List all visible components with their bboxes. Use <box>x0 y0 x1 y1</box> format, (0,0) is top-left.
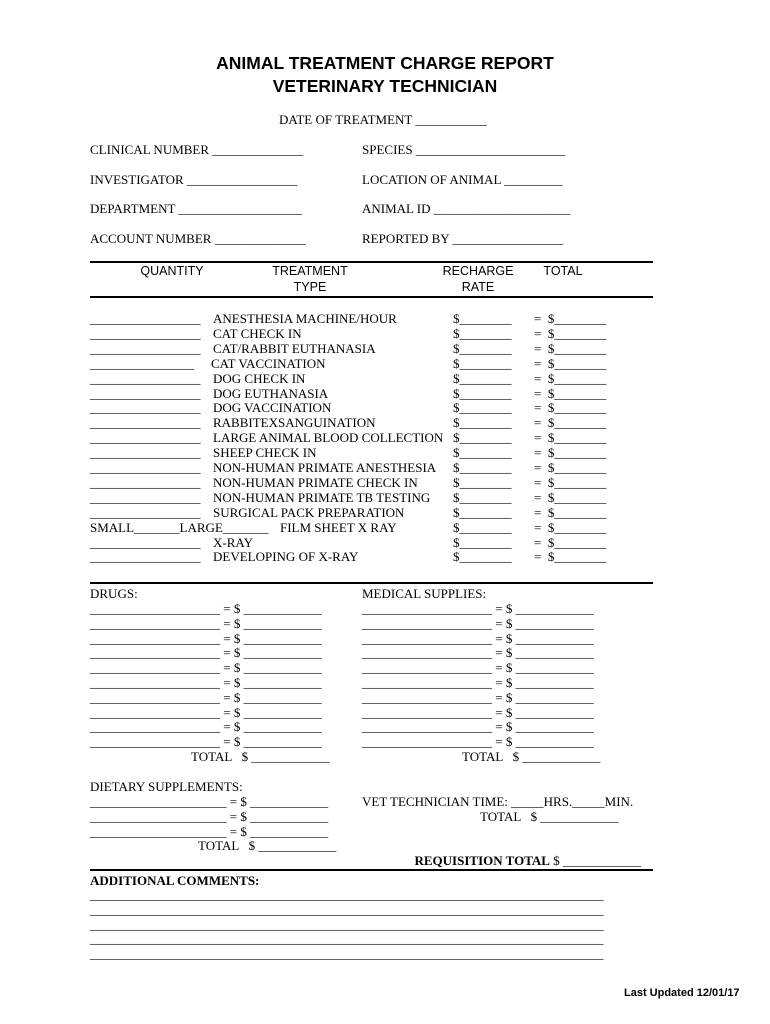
treatment-total-field[interactable]: = $________ <box>534 355 607 371</box>
treatment-type-header-line2: TYPE <box>293 280 327 294</box>
investigator-field[interactable]: INVESTIGATOR _________________ <box>90 172 298 187</box>
dietary-supplement-line-entry[interactable]: _____________________ = $ ____________ <box>90 808 329 824</box>
treatment-rate-field[interactable]: $________ <box>453 504 512 520</box>
drugs-label: DRUGS: <box>90 586 138 601</box>
dietary-supplements-label: DIETARY SUPPLEMENTS: <box>90 779 243 794</box>
treatment-total-field[interactable]: = $________ <box>534 460 607 475</box>
drug-line-entry[interactable]: ____________________ = $ ____________ <box>90 645 322 661</box>
medical-supply-line-entry[interactable]: ____________________ = $ ____________ <box>362 734 594 750</box>
reported-by-field[interactable]: REPORTED BY _________________ <box>362 231 563 246</box>
treatment-type-label: DOG EUTHANASIA <box>213 385 329 401</box>
medical-supply-line-entry[interactable]: ____________________ = $ ____________ <box>362 615 594 631</box>
last-updated-footer: Last Updated 12/01/17 <box>624 987 740 999</box>
treatment-total-field[interactable]: = $________ <box>534 311 607 326</box>
drug-line-entry[interactable]: ____________________ = $ ____________ <box>90 615 322 631</box>
clinical-number-field[interactable]: CLINICAL NUMBER ______________ <box>90 142 304 157</box>
medical-supplies-total[interactable]: TOTAL $ ____________ <box>462 749 601 764</box>
medical-supply-line-entry[interactable]: ____________________ = $ ____________ <box>362 601 594 616</box>
treatment-quantity-field[interactable]: _________________ <box>90 325 201 341</box>
treatment-type-label: NON-HUMAN PRIMATE CHECK IN <box>213 474 418 490</box>
treatment-type-label: X-RAY <box>213 534 253 550</box>
medical-supply-line-entry[interactable]: ____________________ = $ ____________ <box>362 645 594 661</box>
treatment-total-field[interactable]: = $________ <box>534 370 607 386</box>
drug-line-entry[interactable]: ____________________ = $ ____________ <box>90 719 322 735</box>
treatment-quantity-field[interactable]: _________________ <box>90 385 201 401</box>
medical-supply-line-entry[interactable]: ____________________ = $ ____________ <box>362 704 594 720</box>
recharge-rate-header-line2: RATE <box>461 280 495 294</box>
requisition-total[interactable] <box>408 838 641 868</box>
treatment-quantity-field[interactable]: ________________ <box>90 355 194 371</box>
additional-comments-label: ADDITIONAL COMMENTS: <box>90 873 260 888</box>
medical-supply-line-entry[interactable]: ____________________ = $ ____________ <box>362 689 594 705</box>
treatment-type-label: CAT CHECK IN <box>213 325 302 341</box>
comment-line[interactable]: _______________________________________________________________________________ <box>90 916 604 932</box>
drug-line-entry[interactable]: ____________________ = $ ____________ <box>90 630 322 646</box>
report-subtitle: VETERINARY TECHNICIAN <box>272 76 498 96</box>
quantity-header: QUANTITY <box>140 264 204 278</box>
treatment-quantity-field[interactable]: _________________ <box>90 534 201 550</box>
treatment-rate-field[interactable]: $________ <box>453 489 512 505</box>
treatment-quantity-field[interactable]: _________________ <box>90 474 201 490</box>
treatment-rate-field[interactable]: $________ <box>453 311 512 326</box>
comment-line[interactable]: _______________________________________________________________________________ <box>90 931 604 947</box>
comment-line[interactable]: _______________________________________________________________________________ <box>90 887 604 902</box>
treatment-rate-field[interactable]: $________ <box>453 519 512 535</box>
treatment-type-label: ANESTHESIA MACHINE/HOUR <box>213 311 397 326</box>
animal-id-field[interactable]: ANIMAL ID _____________________ <box>362 201 571 216</box>
treatment-type-label: NON-HUMAN PRIMATE TB TESTING <box>213 489 431 505</box>
treatment-quantity-field[interactable]: _________________ <box>90 430 201 446</box>
treatment-rate-field[interactable]: $________ <box>453 460 512 475</box>
treatment-rate-field[interactable]: $________ <box>453 385 512 401</box>
treatment-quantity-field[interactable]: _________________ <box>90 370 201 386</box>
treatment-type-label: RABBITEXSANGUINATION <box>213 415 376 431</box>
comment-line[interactable]: _______________________________________________________________________________ <box>90 946 604 962</box>
medical-supply-line-entry[interactable]: ____________________ = $ ____________ <box>362 719 594 735</box>
report-title: ANIMAL TREATMENT CHARGE REPORT <box>216 53 554 73</box>
treatment-total-field[interactable]: = $________ <box>534 385 607 401</box>
treatment-type-label: SURGICAL PACK PREPARATION <box>213 504 405 520</box>
treatment-quantity-field[interactable]: _________________ <box>90 460 201 475</box>
treatment-rate-field[interactable]: $________ <box>453 415 512 431</box>
treatment-quantity-field[interactable]: _________________ <box>90 400 201 416</box>
account-number-field[interactable]: ACCOUNT NUMBER ______________ <box>90 231 306 246</box>
drug-line-entry[interactable]: ____________________ = $ ____________ <box>90 704 322 720</box>
treatment-quantity-field[interactable]: _________________ <box>90 340 201 356</box>
treatment-total-field[interactable]: = $________ <box>534 400 607 416</box>
treatment-total-field[interactable]: = $________ <box>534 519 607 535</box>
treatment-type-header-line1: TREATMENT <box>272 264 348 278</box>
treatment-quantity-field[interactable]: _________________ <box>90 445 201 461</box>
treatment-quantity-field[interactable]: _________________ <box>90 311 201 326</box>
treatment-rate-field[interactable]: $________ <box>453 355 512 371</box>
treatment-total-field[interactable]: = $________ <box>534 325 607 341</box>
dietary-supplements-total[interactable]: TOTAL $ ____________ <box>198 838 337 853</box>
dietary-supplement-line-entry[interactable]: _____________________ = $ ____________ <box>90 794 329 809</box>
treatment-quantity-field[interactable]: _________________ <box>90 549 201 565</box>
treatment-type-label: CAT VACCINATION <box>211 355 326 371</box>
drugs-total[interactable]: TOTAL $ ____________ <box>191 749 330 764</box>
medical-supply-line-entry[interactable]: ____________________ = $ ____________ <box>362 630 594 646</box>
treatment-bottom-rule <box>90 582 653 584</box>
treatment-rate-field[interactable]: $________ <box>453 549 512 565</box>
medical-supplies-label: MEDICAL SUPPLIES: <box>362 586 487 601</box>
location-of-animal-field[interactable]: LOCATION OF ANIMAL _________ <box>362 172 563 187</box>
treatment-type-label: DOG VACCINATION <box>213 400 332 416</box>
drug-line-entry[interactable]: ____________________ = $ ____________ <box>90 689 322 705</box>
department-field[interactable]: DEPARTMENT ___________________ <box>90 201 302 216</box>
treatment-type-label: DEVELOPING OF X-RAY <box>213 549 359 565</box>
comment-line[interactable]: _______________________________________________________________________________ <box>90 901 604 917</box>
drug-line-entry[interactable]: ____________________ = $ ____________ <box>90 660 322 676</box>
treatment-total-field[interactable]: = $________ <box>534 549 607 565</box>
recharge-rate-header-line1: RECHARGE <box>442 264 514 278</box>
table-header-rule <box>90 296 653 298</box>
treatment-rate-field[interactable]: $________ <box>453 534 512 550</box>
medical-supply-line-entry[interactable]: ____________________ = $ ____________ <box>362 660 594 676</box>
treatment-total-field[interactable]: = $________ <box>534 504 607 520</box>
treatment-rate-field[interactable]: $________ <box>453 400 512 416</box>
species-field[interactable]: SPECIES _______________________ <box>362 142 566 157</box>
treatment-total-field[interactable]: = $________ <box>534 415 607 431</box>
requisition-total-label: REQUISITION TOTAL <box>414 853 550 868</box>
treatment-type-label: FILM SHEET X RAY <box>280 519 397 535</box>
treatment-type-label: DOG CHECK IN <box>213 370 306 386</box>
treatment-quantity-field[interactable]: _________________ <box>90 415 201 431</box>
treatment-type-label: LARGE ANIMAL BLOOD COLLECTION <box>213 430 444 446</box>
medical-supply-line-entry[interactable]: ____________________ = $ ____________ <box>362 675 594 690</box>
vet-technician-total[interactable]: TOTAL $ ____________ <box>480 809 619 824</box>
treatment-total-field[interactable]: = $________ <box>534 340 607 356</box>
treatment-total-field[interactable]: = $________ <box>534 474 607 490</box>
requisition-total-value[interactable]: $ ____________ <box>549 853 641 868</box>
treatment-rate-field[interactable]: $________ <box>453 445 512 461</box>
treatment-rate-field[interactable]: $________ <box>453 474 512 490</box>
treatment-quantity-field[interactable]: _________________ <box>90 489 201 505</box>
treatment-type-label: CAT/RABBIT EUTHANASIA <box>213 340 376 356</box>
treatment-quantity-field[interactable]: _________________ <box>90 504 201 520</box>
date-of-treatment-field[interactable]: DATE OF TREATMENT ___________ <box>279 112 487 127</box>
treatment-total-field[interactable]: = $________ <box>534 534 607 550</box>
treatment-total-field[interactable]: = $________ <box>534 489 607 505</box>
treatment-total-field[interactable]: = $________ <box>534 430 607 446</box>
drug-line-entry[interactable]: ____________________ = $ ____________ <box>90 601 322 616</box>
treatment-rate-field[interactable]: $________ <box>453 430 512 446</box>
comments-top-rule <box>90 869 653 871</box>
vet-technician-time-field[interactable]: VET TECHNICIAN TIME: _____HRS._____MIN. <box>362 794 634 809</box>
treatment-quantity-field[interactable]: SMALL_______LARGE_______ <box>90 519 269 535</box>
dietary-supplement-line-entry[interactable]: _____________________ = $ ____________ <box>90 823 329 839</box>
drug-line-entry[interactable]: ____________________ = $ ____________ <box>90 675 322 690</box>
treatment-rate-field[interactable]: $________ <box>453 370 512 386</box>
treatment-total-field[interactable]: = $________ <box>534 445 607 461</box>
total-header: TOTAL <box>543 264 583 278</box>
treatment-type-label: SHEEP CHECK IN <box>213 445 317 461</box>
drug-line-entry[interactable]: ____________________ = $ ____________ <box>90 734 322 750</box>
treatment-type-label: NON-HUMAN PRIMATE ANESTHESIA <box>213 460 437 475</box>
treatment-rate-field[interactable]: $________ <box>453 340 512 356</box>
treatment-rate-field[interactable]: $________ <box>453 325 512 341</box>
